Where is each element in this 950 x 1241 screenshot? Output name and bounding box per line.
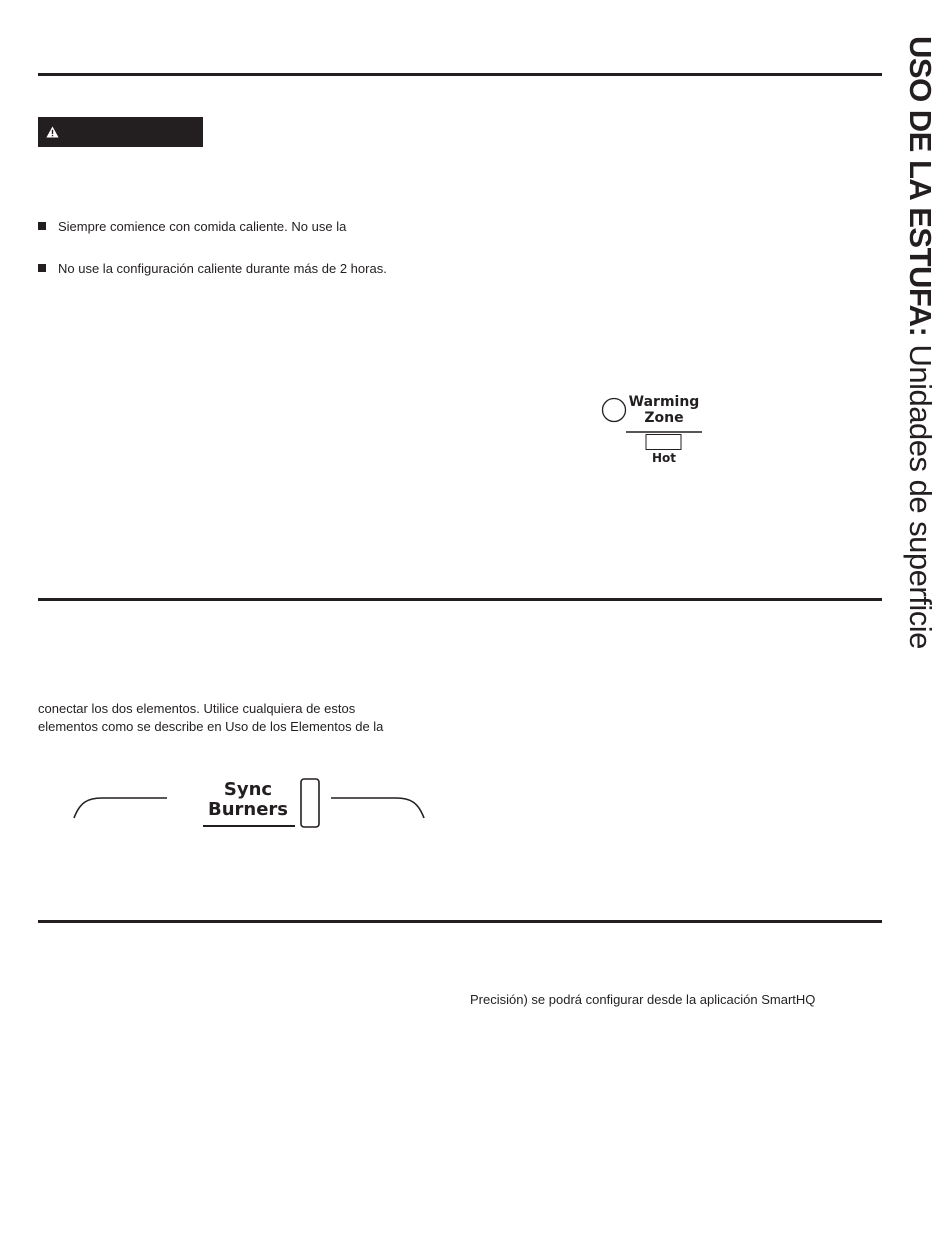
side-title-light: Unidades de superficie (903, 336, 938, 649)
warning-banner (38, 117, 203, 147)
warming-zone-label-line1: Warming (628, 394, 700, 410)
bullet-square-icon (38, 264, 46, 272)
section-divider-top (38, 73, 882, 76)
right-burner-arc (328, 792, 428, 822)
section-divider-bottom (38, 920, 882, 923)
smarthq-paragraph: Precisión) se podrá configurar desde la aplicación SmartHQ (470, 992, 816, 1007)
sync-burners-label-line2: Burners (207, 799, 289, 820)
sync-burners-label-line1: Sync (223, 779, 273, 800)
left-burner-arc (70, 792, 170, 822)
bullet-text: No use la configuración caliente durante más de 2 horas. (58, 261, 387, 276)
bullet-item (38, 261, 387, 277)
warming-zone-indicator (624, 430, 704, 452)
warning-triangle-icon (46, 126, 59, 138)
bullet-text: Siempre comience con comida caliente. No use la (58, 219, 347, 234)
sync-burners-indicator (200, 776, 330, 832)
bullet-square-icon (38, 222, 46, 230)
sync-paragraph (38, 700, 383, 736)
bullet-item (38, 219, 346, 235)
side-title-bold: USO DE LA ESTUFA: (903, 36, 938, 337)
warming-zone-label-line2: Zone (644, 410, 684, 426)
sync-paragraph-line1: conectar los dos elementos. Utilice cualquiera de estos (38, 701, 356, 716)
warming-zone-hot-label: Hot (651, 451, 677, 465)
sync-paragraph-line2: elementos como se describe en Uso de los Elementos de la (38, 719, 384, 734)
section-divider-middle (38, 598, 882, 601)
side-title (900, 36, 940, 706)
warming-zone-label (624, 394, 704, 426)
